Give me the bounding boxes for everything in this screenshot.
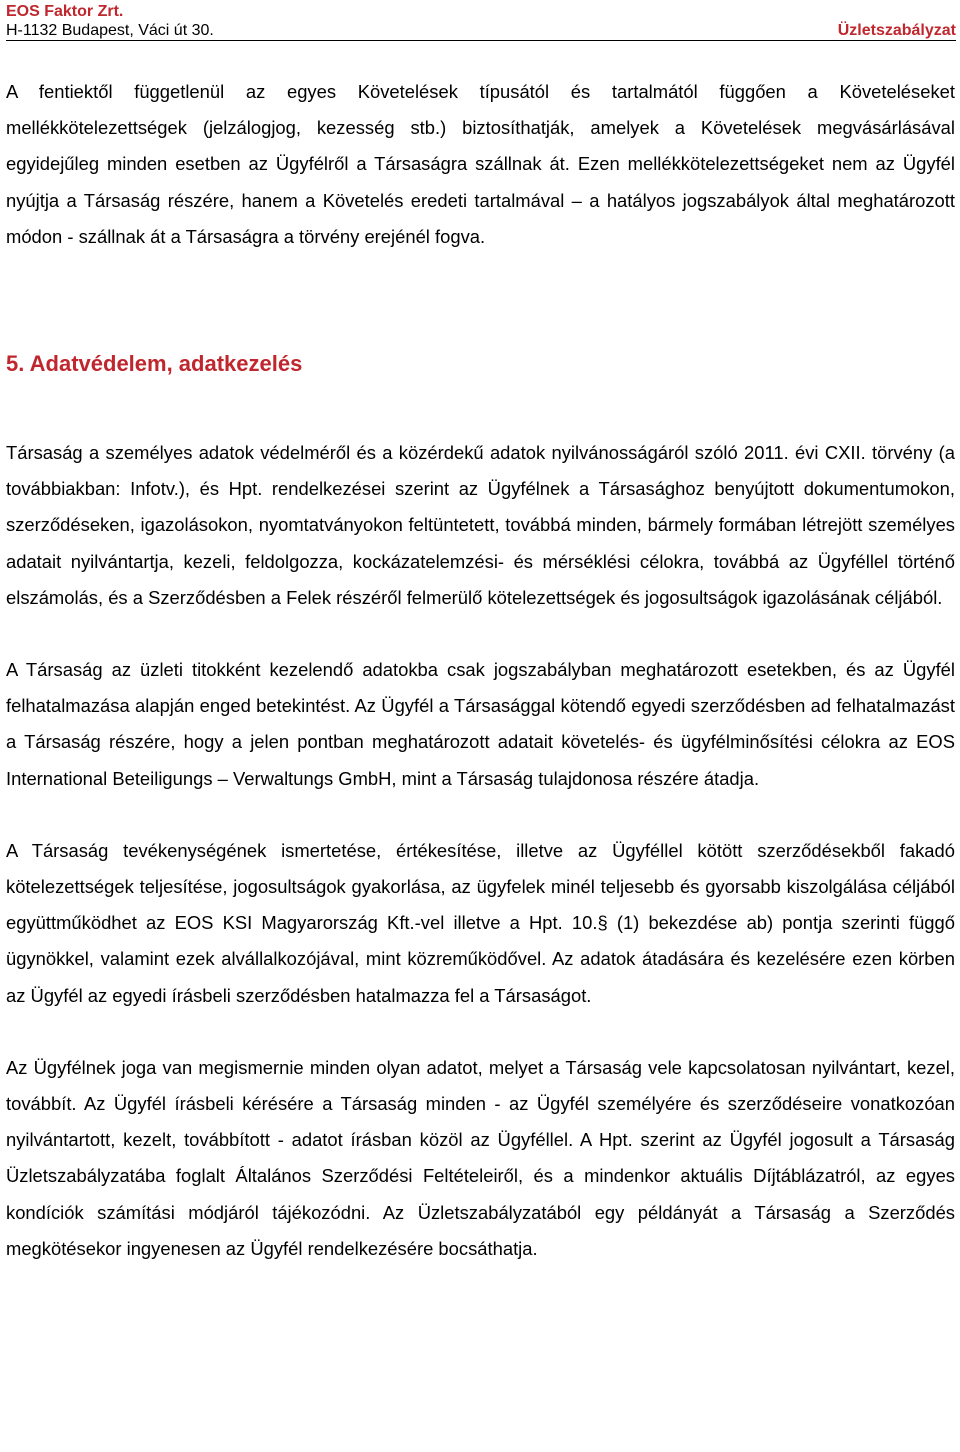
document-title: Üzletszabályzat	[837, 22, 956, 39]
page-header	[6, 2, 956, 41]
paragraph-client-rights: Az Ügyfélnek joga van megismernie minden olyan adatot, melyet a Társaság vele kapcsolatosan nyilvántart, kezel, továbbít. Az Ügyfél írásbeli kérésére a Társaság minden - az Ügyfél személyére és szerződéseire vonatkozóan nyilvántartott, kezelt, továbbított - adatot írásban közöl az Ügyféllel. A Hpt. szerint az Ügyfél jogosult a Társaság Üzletszabályzatába foglalt Általános Szerződési Feltételeiről, és a mindenkor aktuális Díjtáblázatról, az egyes kondíciók számítási módjáról tájékozódni. Az Üzletszabályzatából egy példányát a Társaság a Szerződés megkötésekor ingyenesen az Ügyfél rendelkezésére bocsáthatja.	[6, 1056, 955, 1259]
company-name: EOS Faktor Zrt.	[6, 3, 124, 20]
company-address: H-1132 Budapest, Váci út 30.	[6, 22, 214, 39]
document-body	[6, 74, 955, 1267]
paragraph-collateral: A fentiektől függetlenül az egyes Követelések típusától és tartalmától függően a Követeléseket mellékkötelezettségek (jelzálogjog, kezesség stb.) biztosíthatják, amelyek a Követelések megvásárlásával egyidejűleg minden esetben az Ügyfélről a Társaságra szállnak át. Ezen mellékkötelezettségeket nem az Ügyfél nyújtja a Társaság részére, hanem a Követelés eredeti tartalmával – a hatályos jogszabályok által meghatározott módon - szállnak át a Társaságra a törvény erejénél fogva.	[6, 81, 955, 247]
paragraph-data-processing: Társaság a személyes adatok védelméről és a közérdekű adatok nyilvánosságáról szóló 2011. évi CXII. törvény (a továbbiakban: Infotv.), és Hpt. rendelkezései szerint az Ügyfélnek a Társasághoz benyújtott dokumentumokon, szerződéseken, igazolásokon, nyomtatványokon feltüntetett, továbbá minden, bármely formában létrejött személyes adatait nyilvántartja, kezeli, feldolgozza, kockázatelemzési- és mérséklési célokra, továbbá az Ügyféllel történő elszámolás, és a Szerződésben a Felek részéről felmerülő kötelezettségek és jogosultságok igazolásának céljából.	[6, 442, 955, 608]
paragraph-cooperation: A Társaság tevékenységének ismertetése, értékesítése, illetve az Ügyféllel kötött szerződésekből fakadó kötelezettségek teljesítése, jogosultságok gyakorlása, az ügyfelek minél teljesebb és gyorsabb kiszolgálása céljából együttműködhet az EOS KSI Magyarország Kft.-vel illetve a Hpt. 10.§ (1) bekezdése ab) pontja szerinti függő ügynökkel, valamint ezek alvállalkozójával, mint közreműködővel. Az adatok átadására és kezelésére ezen körben az Ügyfél az egyedi írásbeli szerződésben hatalmazza fel a Társaságot.	[6, 839, 955, 1006]
section-heading: 5. Adatvédelem, adatkezelés	[6, 351, 303, 377]
paragraph-business-secret: A Társaság az üzleti titokként kezelendő adatokba csak jogszabályban meghatározott esetekben, és az Ügyfél felhatalmazása alapján enged betekintést. Az Ügyfél a Társasággal kötendő egyedi szerződésben ad felhatalmazást a Társaság részére, hogy a jelen pontban meghatározott adatait követelés- és ügyfélminősítési célokra az EOS International Beteiligungs – Verwaltungs GmbH, mint a Társaság tulajdonosa részére átadja.	[6, 659, 955, 789]
